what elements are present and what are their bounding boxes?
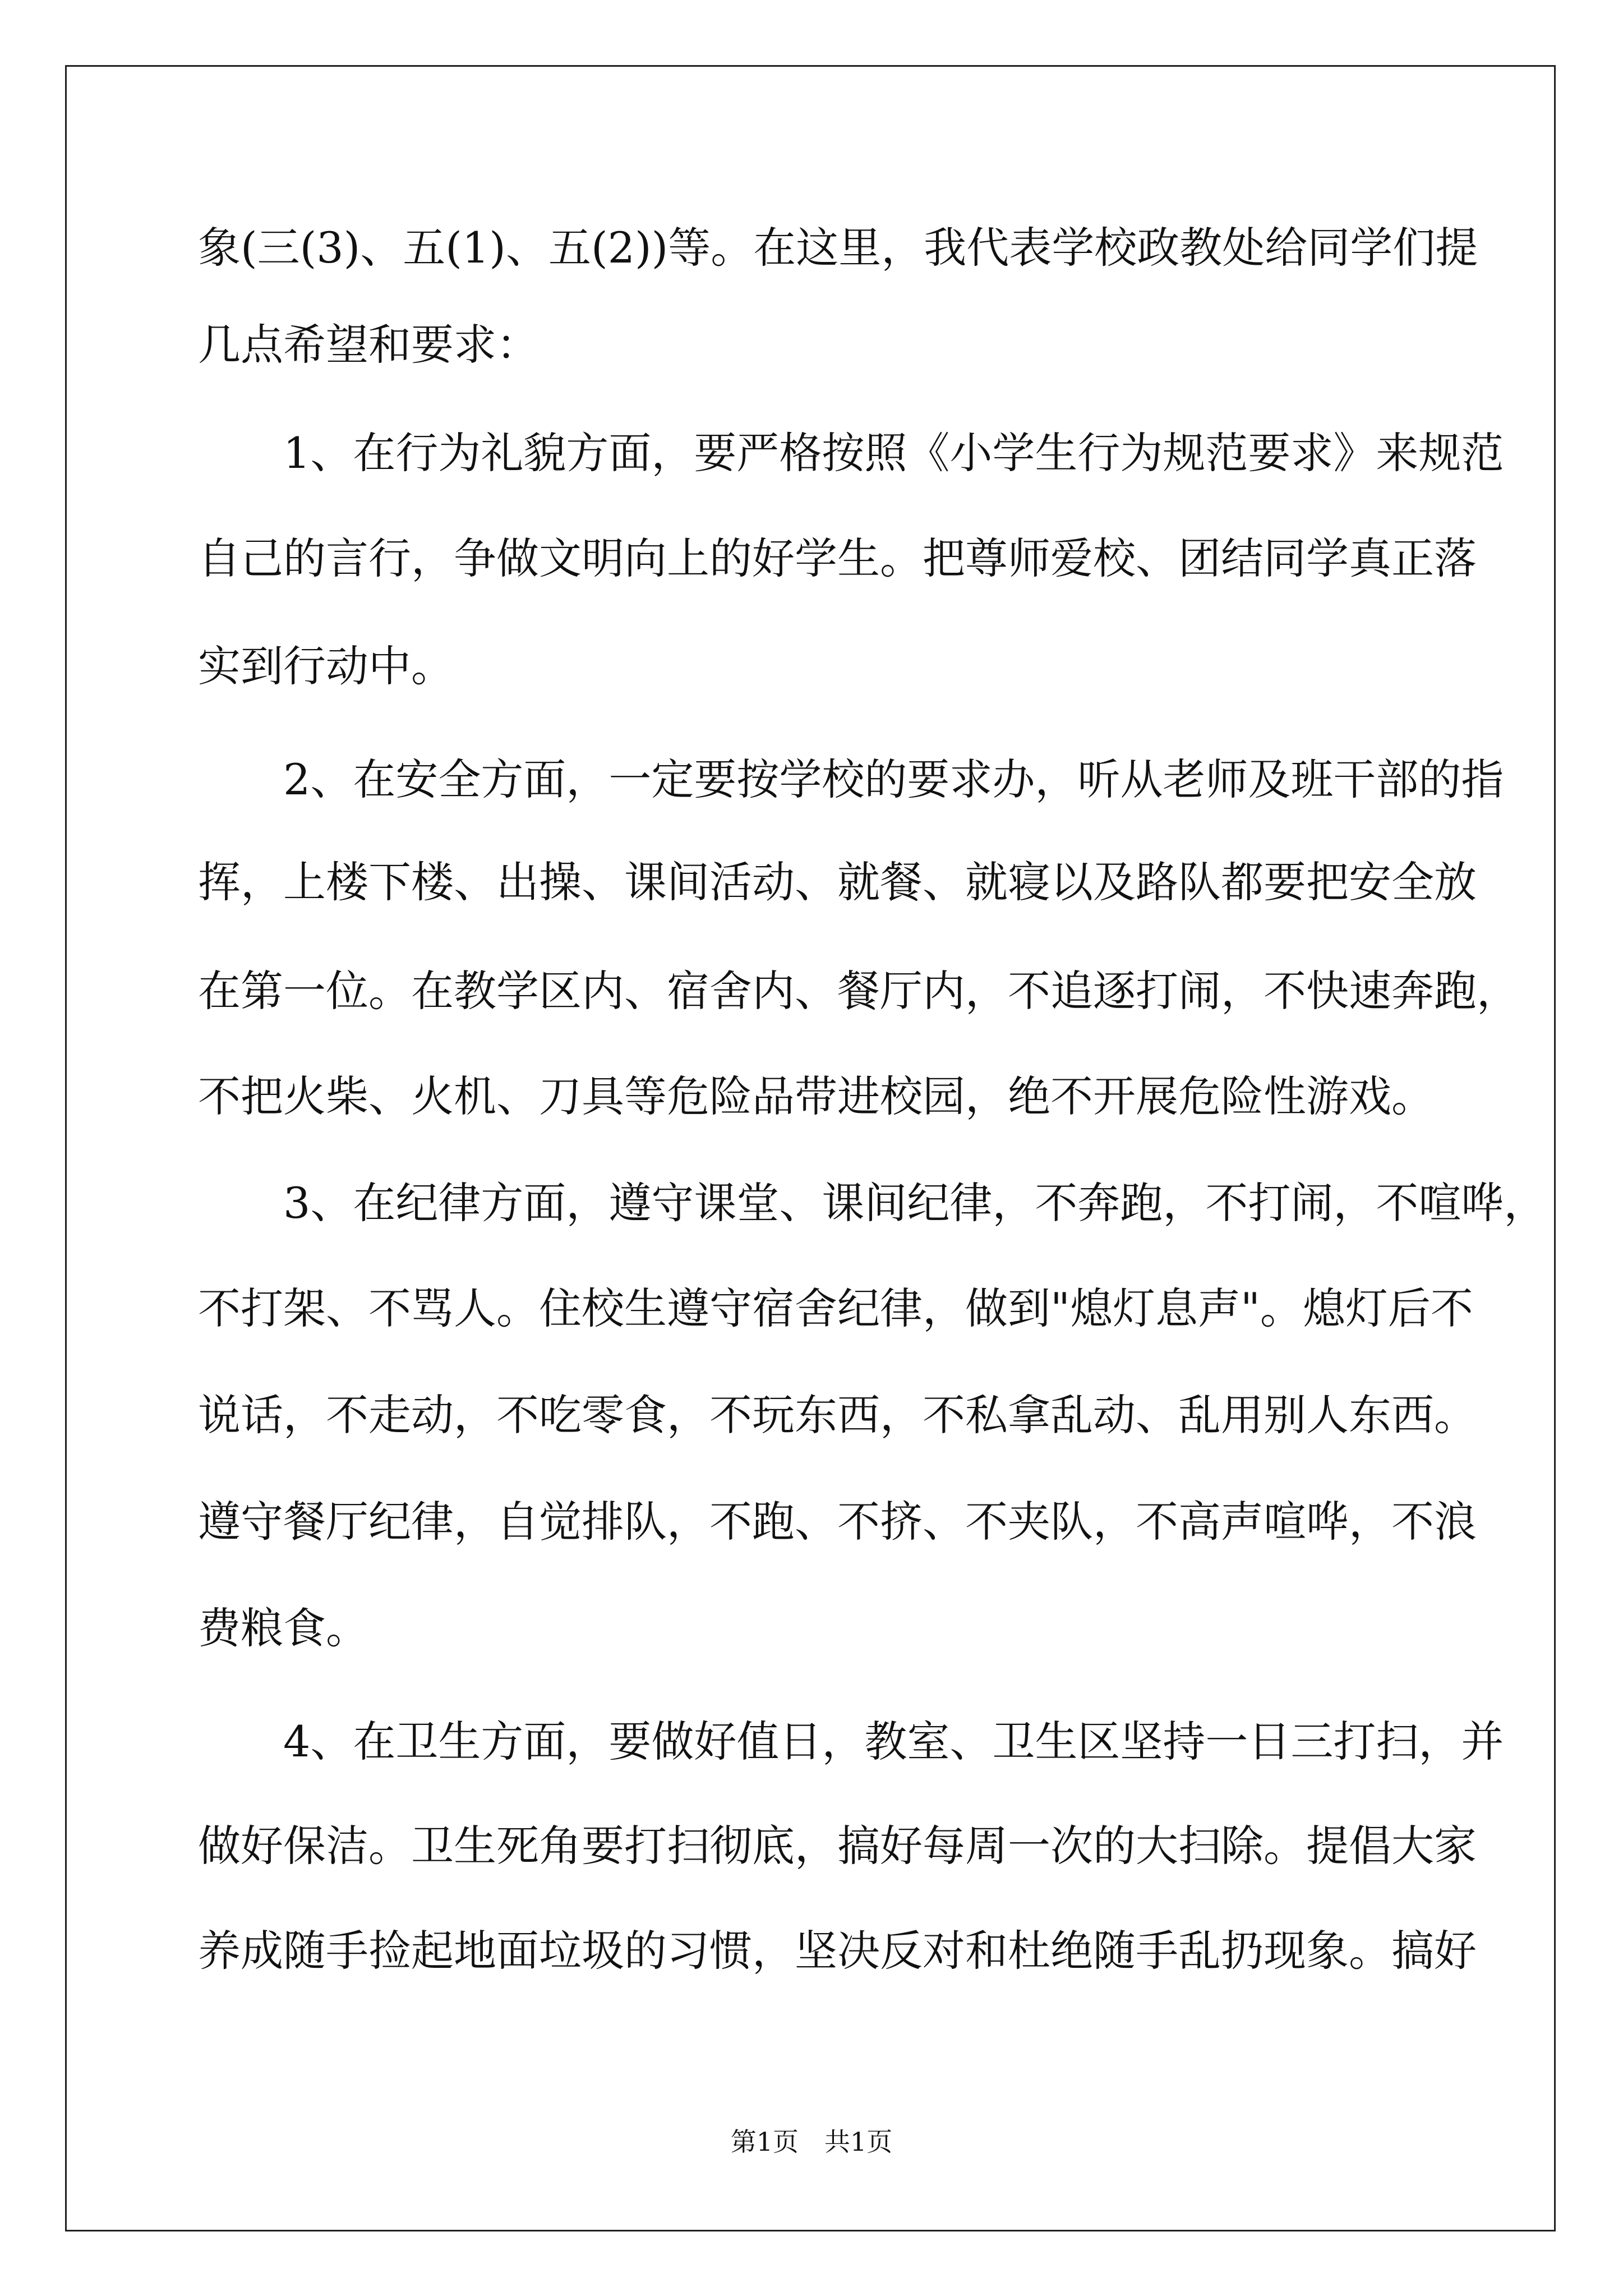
body-text-line: 说话，不走动，不吃零食，不玩东西，不私拿乱动、乱用别人东西。 bbox=[198, 1390, 1477, 1440]
page-number-footer: 第1页 共1页 bbox=[730, 2127, 893, 2157]
body-text-line: 1、在行为礼貌方面，要严格按照《小学生行为规范要求》来规范 bbox=[198, 428, 1504, 478]
body-text-line: 4、在卫生方面，要做好值日，教室、卫生区坚持一日三打扫，并 bbox=[198, 1717, 1504, 1766]
body-text-line: 费粮食。 bbox=[198, 1603, 368, 1653]
body-text-line: 挥，上楼下楼、出操、课间活动、就餐、就寝以及路队都要把安全放 bbox=[198, 857, 1477, 907]
body-text-line: 实到行动中。 bbox=[198, 641, 454, 691]
body-text-line: 几点希望和要求： bbox=[198, 320, 539, 370]
body-text-line: 自己的言行，争做文明向上的好学生。把尊师爱校、团结同学真正落 bbox=[198, 533, 1477, 583]
body-text-line: 3、在纪律方面，遵守课堂、课间纪律，不奔跑，不打闹，不喧哗， bbox=[198, 1178, 1547, 1228]
body-text-line: 不打架、不骂人。住校生遵守宿舍纪律，做到"熄灯息声"。熄灯后不 bbox=[198, 1283, 1473, 1333]
body-text-line: 在第一位。在教学区内、宿舍内、餐厅内，不追逐打闹，不快速奔跑， bbox=[198, 966, 1519, 1016]
body-text-line: 2、在安全方面，一定要按学校的要求办，听从老师及班干部的指 bbox=[198, 754, 1504, 804]
body-text-line: 不把火柴、火机、刀具等危险品带进校园，绝不开展危险性游戏。 bbox=[198, 1071, 1434, 1121]
body-text-line: 做好保洁。卫生死角要打扫彻底，搞好每周一次的大扫除。提倡大家 bbox=[198, 1821, 1477, 1871]
body-text-line: 象(三(3)、五(1)、五(2))等。在这里，我代表学校政教处给同学们提 bbox=[198, 223, 1478, 273]
body-text-line: 遵守餐厅纪律，自觉排队，不跑、不挤、不夹队，不高声喧哗，不浪 bbox=[198, 1497, 1477, 1547]
page-border bbox=[65, 65, 1556, 2231]
body-text-line: 养成随手捡起地面垃圾的习惯，坚决反对和杜绝随手乱扔现象。搞好 bbox=[198, 1926, 1477, 1976]
